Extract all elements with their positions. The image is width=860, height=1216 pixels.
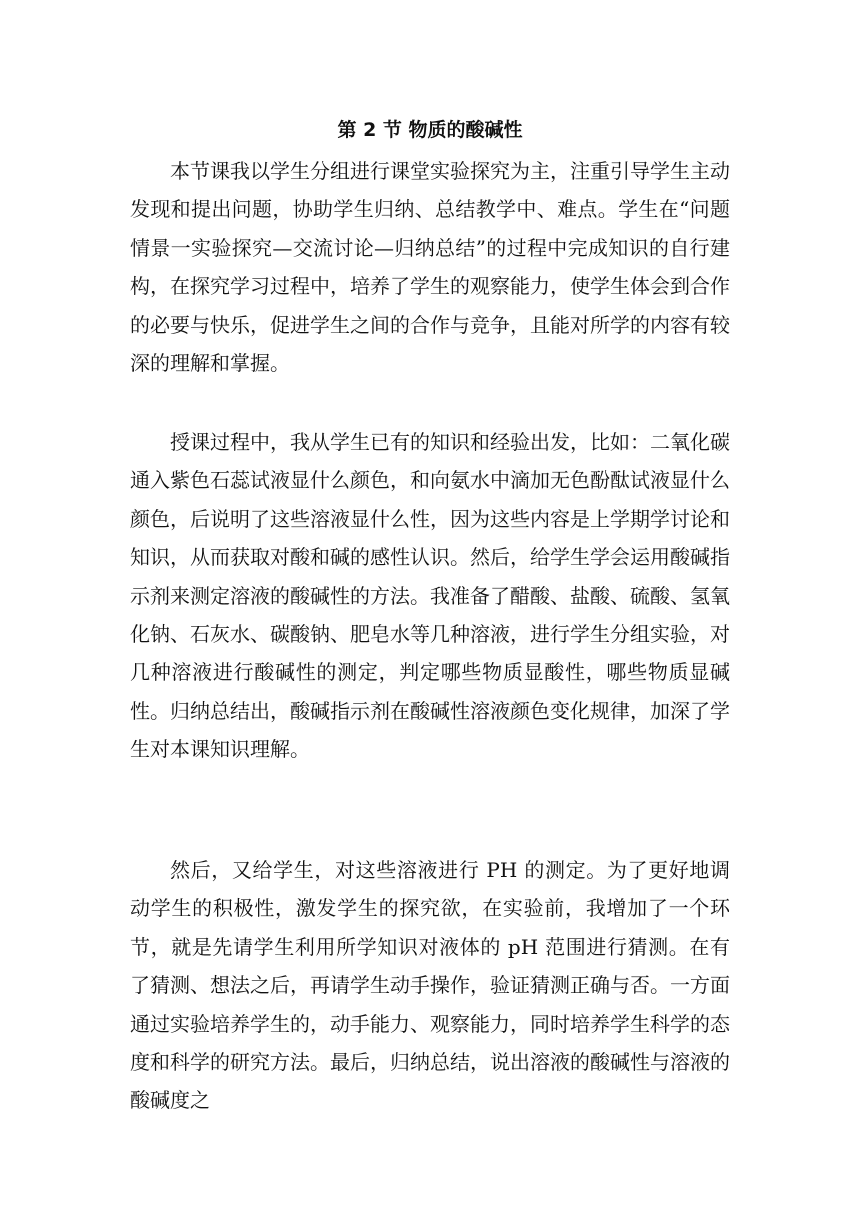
paragraph-1: 本节课我以学生分组进行课堂实验探究为主，注重引导学生主动发现和提出问题，协助学生归纳、总结教学中、难点。学生在“问题情景一实验探究—交流讨论—归纳总结”的过程中完成知识的自行建构，在探究学习过程中，培养了学生的观察能力，使学生体会到合作的必要与快乐，促进学生之间的合作与竞争，且能对所学的内容有较深的理解和掌握。 — [130, 159, 730, 376]
page-title: 第 2 节 物质的酸碱性 — [337, 119, 523, 141]
paragraph-2: 授课过程中，我从学生已有的知识和经验出发，比如：二氧化碳通入紫色石蕊试液显什么颜色，和向氨水中滴加无色酚酞试液显什么颜色，后说明了这些溶液显什么性，因为这些内容是上学期学讨论和知识，从而获取对酸和碱的感性认识。然后，给学生学会运用酸碱指示剂来测定溶液的酸碱性的方法。我准备了醋酸、盐酸、硫酸、氢氧化钠、石灰水、碳酸钠、肥皂水等几种溶液，进行学生分组实验，对几种溶液进行酸碱性的测定，判定哪些物质显酸性，哪些物质显碱性。归纳总结出，酸碱指示剂在酸碱性溶液颜色变化规律，加深了学生对本课知识理解。 — [130, 430, 730, 762]
paragraph-3: 然后，又给学生，对这些溶液进行 PH 的测定。为了更好地调动学生的积极性，激发学生的探究欲，在实验前，我增加了一个环节，就是先请学生利用所学知识对液体的 pH 范围进行猜测。在有了猜测、想法之后，再请学生动手操作，验证猜测正确与否。一方面通过实验培养学生的，动手能力、观察能力，同时培养学生科学的态度和科学的研究方法。最后，归纳总结，说出溶液的酸碱性与溶液的酸碱度之 — [130, 858, 730, 1113]
